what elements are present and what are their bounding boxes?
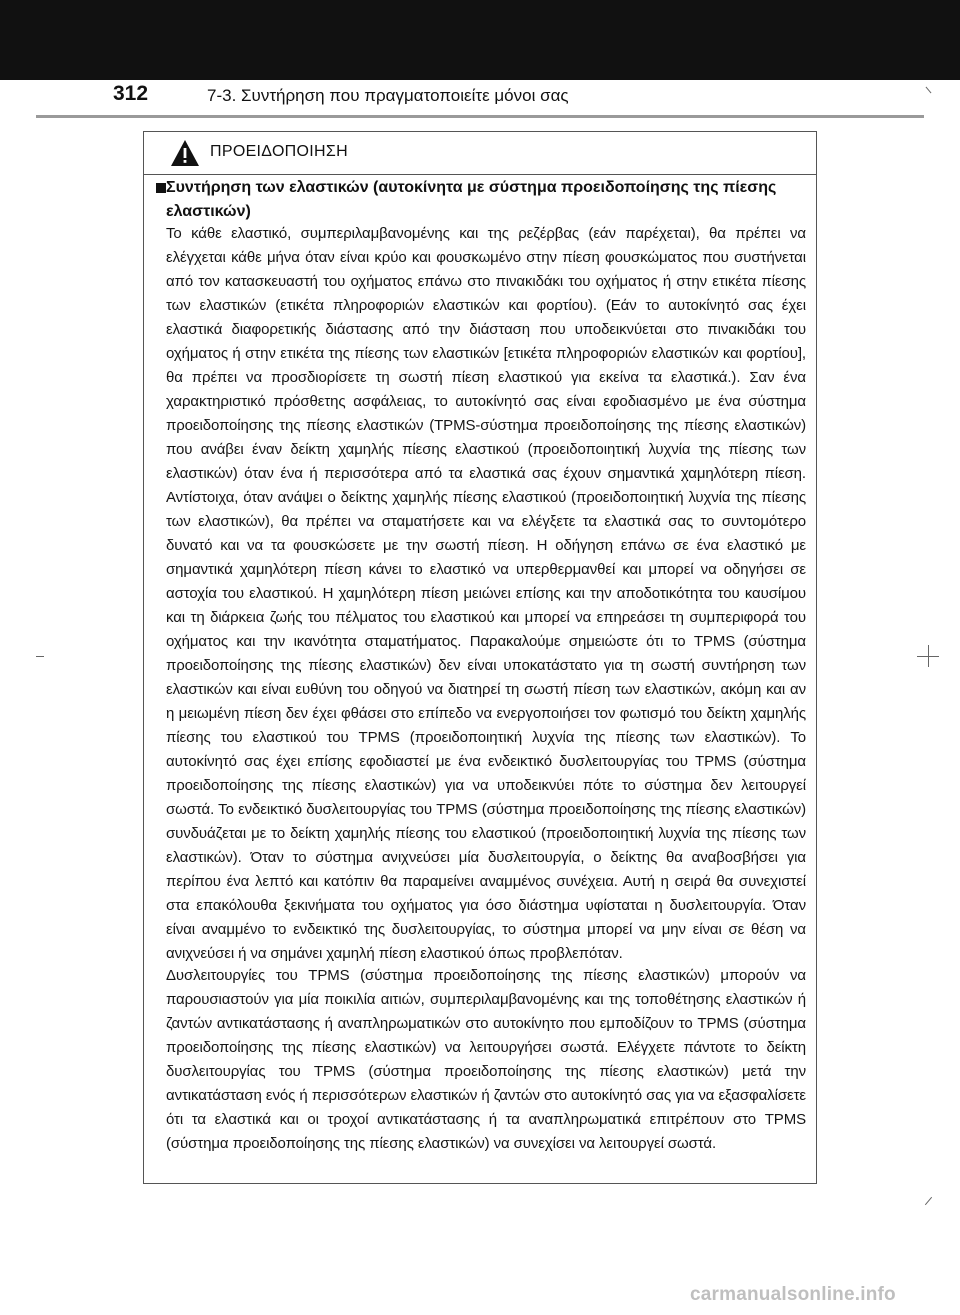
section-title: 7-3. Συντήρηση που πραγματοποιείτε μόνοι σας	[207, 86, 569, 105]
watermark-logo: carmanualsonline.info	[690, 1284, 896, 1305]
header-divider	[36, 115, 924, 118]
crop-mark-bottom-right	[925, 1197, 932, 1205]
warning-header	[144, 132, 816, 175]
crop-mark-right-v	[928, 645, 929, 667]
warning-paragraph-2: Δυσλειτουργίες του TPMS (σύστημα προειδοποίησης της πίεσης ελαστικών) μπορούν να παρουσιαστούν για μία ποικιλία αιτιών, συμπεριλαμβανομένης και της τοποθέτησης ελαστικών ή ζαντών αντικατάστασης ή αναπληρωματικών στο αυτοκίνητο που εμποδίζουν το TPMS (σύστημα προειδοποίησης της πίεσης ελαστικών) να λειτουργήσει σωστά. Ελέγχετε πάντοτε το δείκτη δυσλειτουργίας του TPMS (σύστημα προειδοποίησης της πίεσης ελαστικών) μετά την αντικατάσταση ενός ή περισσότερων ελαστικών ή ζαντών στο αυτοκίνητό σας για να εξασφαλίσετε ότι τα ελαστικά και οι τροχοί αντικατάστασης ή τα αναπληρωματικά επιτρέπουν στο TPMS (σύστημα προειδοποίησης της πίεσης ελαστικών) να συνεχίσει να λειτουργεί σωστά.	[166, 967, 806, 1152]
warning-triangle-icon	[170, 139, 200, 167]
page-number: 312	[113, 82, 149, 105]
page-header	[0, 80, 960, 118]
warning-paragraph-1: Το κάθε ελαστικό, συμπεριλαμβανομένης και της ρεζέρβας (εάν παρέχεται), θα πρέπει να ελέγχεται κάθε μήνα όταν είναι κρύο και φουσκωμένο στην πίεση φουσκώματος που συστήνεται από τον κατασκευαστή του οχήματος επάνω στο πινακιδάκι του οχήματος ή στην ετικέτα πίεσης των ελαστικών (ετικέτα πληροφοριών ελαστικών και φορτίου). (Εάν το αυτοκίνητό σας έχει ελαστικά διαφορετικής διάστασης από την διάσταση που υποδεικνύεται στο πινακιδάκι του οχήματος ή στην ετικέτα της πίεσης των ελαστικών [ετικέτα πληροφοριών ελαστικών και φορτίου], θα πρέπει να προσδιορίσετε τη σωστή πίεση ελαστικού για εκείνα τα ελαστικά.). Σαν ένα χαρακτηριστικό πρόσθετης ασφάλειας, το αυτοκίνητό σας είναι εφοδιασμένο με ένα σύστημα προειδοποίησης της πίεσης ελαστικών (TPMS-σύστημα προειδοποίησης της πίεσης ελαστικών) που ανάβει έναν δείκτη χαμηλής πίεσης ελαστικού (προειδοποιητική λυχνία της πίεσης των ελαστικών) όταν ένα ή περισσότερα από τα ελαστικά σας έχουν σημαντικά χαμηλότερη πίεση. Αντίστοιχα, όταν ανάψει ο δείκτης χαμηλής πίεσης ελαστικού (προειδοποιητική λυχνία της πίεσης των ελαστικών), θα πρέπει να σταματήσετε και να ελέγξετε τα ελαστικά σας το συντομότερο δυνατό και να τα φουσκώσετε με την σωστή πίεση. Η οδήγηση επάνω σε ένα ελαστικό με σημαντικά χαμηλότερη πίεση κάνει το ελαστικό να υπερθερμανθεί και μπορεί να οδηγήσει σε αστοχία του ελαστικού. Η χαμηλότερη πίεση μειώνει επίσης και την αποδοτικότητα του καυσίμου και τη διάρκεια ζωής του πέλματος του ελαστικού και μπορεί να επηρεάσει τη συμπεριφορά του οχήματος και την ικανότητα σταματήματος. Παρακαλούμε σημειώστε ότι το TPMS (σύστημα προειδοποίησης της πίεσης ελαστικών) δεν είναι υποκατάστατο για τη σωστή συντήρηση των ελαστικών και είναι ευθύνη του οδηγού να διατηρεί τη σωστή πίεση των ελαστικών, ακόμη και αν η μειωμένη πίεση δεν έχει φθάσει στο επίπεδο να ενεργοποιήσει τον φωτισμό του δείκτη χαμηλής πίεσης του ελαστικού του TPMS (προειδοποιητική λυχνία της πίεσης των ελαστικών). Το αυτοκίνητό σας έχει επίσης εφοδιαστεί με ένα ενδεικτικό δυσλειτουργίας του TPMS (σύστημα προειδοποίησης της πίεσης ελαστικών) για να υποδεικνύει πότε το σύστημα δεν λειτουργεί σωστά. Το ενδεικτικό δυσλειτουργίας του TPMS (σύστημα προειδοποίησης της πίεσης ελαστικών) συνδυάζεται με το δείκτη χαμηλής πίεσης του ελαστικού (προειδοποιητική λυχνία της πίεσης των ελαστικών). Όταν το σύστημα ανιχνεύσει μία δυσλειτουργία, ο δείκτης θα αναβοσβήσει για περίπου ένα λεπτό και κατόπιν θα παραμείνει αναμμένος συνέχεια. Αυτή η σειρά θα συνεχιστεί στα επακόλουθα ξεκινήματα του οχήματος για όσο διάστημα υφίσταται η δυσλειτουργία. Όταν είναι αναμμένο το ενδεικτικό της δυσλειτουργίας, το σύστημα μπορεί να μην είναι σε θέση να ανιχνεύσει ή να σημάνει χαμηλή πίεση ελαστικού όπως προβλεπόταν.	[166, 225, 806, 962]
top-black-bar	[0, 0, 960, 80]
warning-label: ΠΡΟΕΙΔΟΠΟΙΗΣΗ	[210, 143, 348, 160]
crop-mark-left	[36, 656, 44, 657]
bullet-square-icon	[156, 183, 166, 193]
warning-subheading: Συντήρηση των ελαστικών (αυτοκίνητα με σύστημα προειδοποίησης της πίεσης ελαστικών)	[166, 179, 777, 220]
warning-box	[143, 131, 817, 1184]
